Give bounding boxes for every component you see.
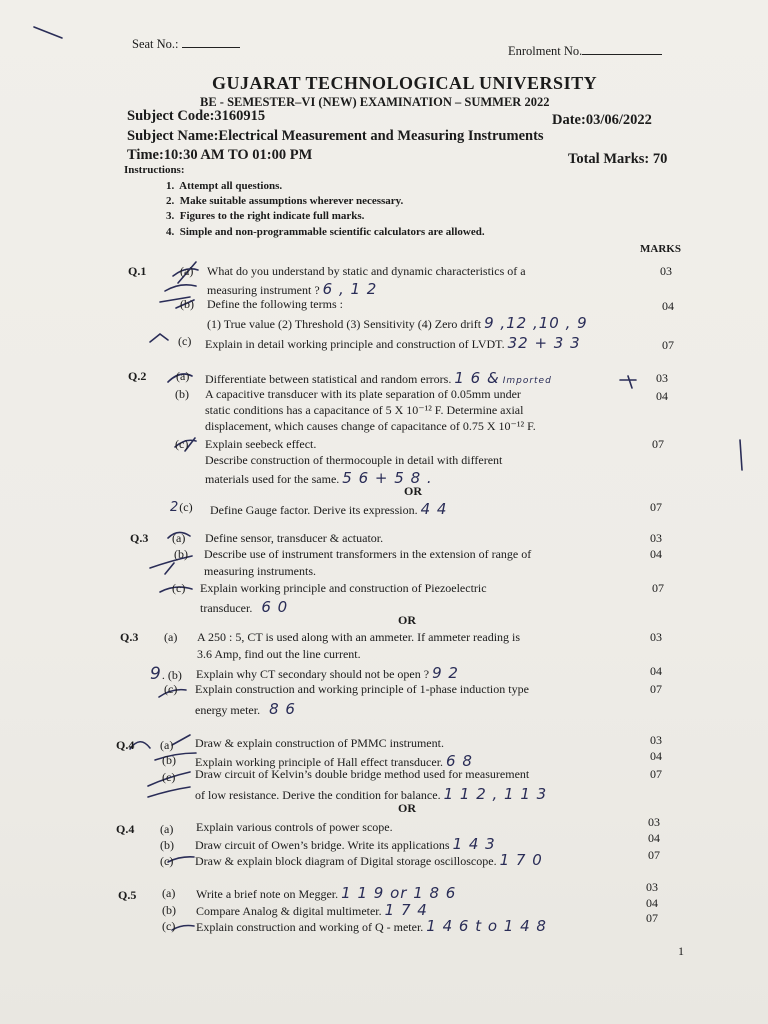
question-text: Describe use of instrument transformers in the extension of range of bbox=[204, 547, 532, 561]
handwritten-note: 1 7 0 bbox=[499, 851, 543, 869]
handwritten-note: 6 8 bbox=[446, 752, 473, 770]
marks-value: 07 bbox=[650, 500, 662, 514]
question-text: What do you understand by static and dynamic characteristics of a bbox=[207, 264, 526, 278]
marks-value: 04 bbox=[650, 749, 662, 763]
question-text: materials used for the same. 5 6 + 5 8 . bbox=[205, 469, 433, 487]
question-text: Compare Analog & digital multimeter. 1 7 4 bbox=[196, 901, 428, 919]
question-text: measuring instrument ? 6 , 1 2 bbox=[207, 280, 378, 298]
question-text: Define the following terms : bbox=[207, 297, 343, 311]
sub-question-label: (c) bbox=[172, 581, 186, 595]
total-marks: Total Marks: 70 bbox=[568, 151, 668, 167]
question-text: Define Gauge factor. Derive its expression. 4 4 bbox=[210, 500, 448, 518]
marks-value: 03 bbox=[656, 371, 668, 385]
exam-time: Time:10:30 AM TO 01:00 PM bbox=[127, 147, 313, 163]
question-text: displacement, which causes change of capacitance of 0.75 X 10⁻¹² F. bbox=[205, 419, 536, 433]
handwritten-note: 6 0 bbox=[261, 598, 289, 616]
sub-question-label: (a) bbox=[162, 886, 176, 900]
question-text: energy meter. 8 6 bbox=[195, 700, 296, 718]
marks-value: 03 bbox=[650, 630, 662, 644]
sub-question-label: (a) bbox=[160, 738, 174, 752]
marks-value: 03 bbox=[648, 815, 660, 829]
sub-question-label: (c) bbox=[175, 437, 189, 451]
question-text: Draw & explain block diagram of Digital storage oscilloscope. 1 7 0 bbox=[195, 851, 543, 869]
question-text: Explain working principle and construction of Piezoelectric bbox=[200, 581, 487, 595]
handwritten-note: 9 2 bbox=[432, 664, 459, 682]
marks-value: 07 bbox=[650, 767, 662, 781]
question-text: Write a brief note on Megger. 1 1 9 or 1 8 6 bbox=[196, 884, 457, 902]
handwritten-note: 1 7 4 bbox=[384, 901, 428, 919]
instruction-item: 4. Simple and non-programmable scientific calculators are allowed. bbox=[166, 226, 485, 238]
handwritten-note: 1 4 3 bbox=[452, 835, 496, 853]
marks-value: 07 bbox=[650, 682, 662, 696]
sub-question-label: 9. (b) bbox=[150, 664, 182, 684]
sub-question-label: (b) bbox=[174, 547, 188, 561]
marks-value: 03 bbox=[660, 264, 672, 278]
handwritten-note: 5 6 + 5 8 . bbox=[342, 469, 433, 487]
instruction-item: 1. Attempt all questions. bbox=[166, 180, 283, 192]
handwritten-note: Imported bbox=[502, 376, 552, 386]
instruction-item: 3. Figures to the right indicate full marks. bbox=[166, 210, 365, 222]
sub-question-label: (a) bbox=[172, 531, 186, 545]
question-text: measuring instruments. bbox=[204, 564, 316, 578]
sub-question-label: (c) bbox=[164, 682, 178, 696]
marks-value: 03 bbox=[650, 733, 662, 747]
seat-no-blank bbox=[182, 47, 240, 48]
university-title: GUJARAT TECHNOLOGICAL UNIVERSITY bbox=[212, 73, 598, 93]
enrolment-no-label: Enrolment No. bbox=[508, 44, 662, 59]
sub-question-label: (b) bbox=[162, 753, 176, 767]
handwritten-note: 4 4 bbox=[420, 500, 448, 518]
or-divider: OR bbox=[398, 613, 416, 627]
handwritten-note: 8 6 bbox=[269, 700, 296, 718]
question-text: Draw circuit of Kelvin’s double bridge method used for measurement bbox=[195, 767, 530, 781]
question-text: Explain working principle of Hall effect transducer. 6 8 bbox=[195, 752, 473, 770]
question-text: Explain seebeck effect. bbox=[205, 437, 317, 451]
marks-value: 07 bbox=[662, 338, 674, 352]
question-text: Explain construction and working of Q - meter. 1 4 6 t o 1 4 8 bbox=[196, 917, 547, 935]
sub-question-label: (b) bbox=[175, 387, 189, 401]
instructions-title: Instructions: bbox=[124, 164, 185, 176]
question-text: transducer. 6 0 bbox=[200, 598, 289, 616]
question-text: Draw & explain construction of PMMC instrument. bbox=[195, 736, 444, 750]
subject-name: Subject Name:Electrical Measurement and Measuring Instruments bbox=[127, 128, 544, 144]
question-number: Q.4 bbox=[116, 738, 135, 752]
sub-question-label: (b) bbox=[162, 903, 176, 917]
marks-value: 04 bbox=[656, 389, 668, 403]
question-number: Q.2 bbox=[128, 369, 147, 383]
seat-no-label: Seat No.: bbox=[132, 37, 240, 52]
or-divider: OR bbox=[398, 801, 416, 815]
marks-value: 04 bbox=[648, 831, 660, 845]
marks-value: 04 bbox=[650, 664, 662, 678]
sub-question-label: (c) bbox=[160, 854, 174, 868]
page-number: 1 bbox=[678, 944, 684, 958]
sub-question-label: (a) bbox=[180, 264, 194, 278]
marks-value: 04 bbox=[650, 547, 662, 561]
handwritten-note: 1 1 9 or 1 8 6 bbox=[341, 884, 457, 902]
question-number: Q.4 bbox=[116, 822, 135, 836]
sub-question-label: (c) bbox=[178, 334, 192, 348]
handwritten-note: 1 4 6 t o 1 4 8 bbox=[426, 917, 547, 935]
sub-question-label: (b) bbox=[160, 838, 174, 852]
question-number: Q.3 bbox=[120, 630, 139, 644]
instruction-item: 2. Make suitable assumptions wherever necessary. bbox=[166, 195, 404, 207]
marks-value: 07 bbox=[652, 437, 664, 451]
marks-value: 04 bbox=[646, 896, 658, 910]
question-text: A 250 : 5, CT is used along with an ammeter. If ammeter reading is bbox=[197, 630, 521, 644]
question-text: Differentiate between statistical and random errors. 1 6 & Imported bbox=[205, 369, 552, 387]
question-text: Draw circuit of Owen’s bridge. Write its applications 1 4 3 bbox=[195, 835, 496, 853]
exam-title: BE - SEMESTER–VI (NEW) EXAMINATION – SUMMER 2022 bbox=[200, 95, 550, 109]
question-number: Q.5 bbox=[118, 888, 137, 902]
marks-value: 07 bbox=[646, 911, 658, 925]
marks-value: 03 bbox=[650, 531, 662, 545]
question-text: static conditions has a capacitance of 5 X 10⁻¹² F. Determine axial bbox=[205, 403, 524, 417]
sub-question-label: (c) bbox=[162, 919, 176, 933]
sub-question-label: (a) bbox=[176, 369, 190, 383]
question-text: Explain in detail working principle and construction of LVDT. 32 + 3 3 bbox=[205, 334, 581, 352]
sub-question-label: (a) bbox=[160, 822, 174, 836]
marks-value: 04 bbox=[662, 299, 674, 313]
marks-value: 03 bbox=[646, 880, 658, 894]
handwritten-note: 1 6 & bbox=[454, 369, 500, 387]
question-text: of low resistance. Derive the condition for balance. 1 1 2 , 1 1 3 bbox=[195, 785, 548, 803]
exam-date: Date:03/06/2022 bbox=[552, 112, 652, 128]
handwritten-note: 6 , 1 2 bbox=[322, 280, 378, 298]
question-text: Explain construction and working principle of 1-phase induction type bbox=[195, 682, 529, 696]
sub-question-label: (c) bbox=[162, 770, 176, 784]
subject-code: Subject Code:3160915 bbox=[127, 108, 266, 124]
handwritten-note: 32 + 3 3 bbox=[507, 334, 581, 352]
question-text: Describe construction of thermocouple in detail with different bbox=[205, 453, 503, 467]
sub-question-label: (b) bbox=[180, 297, 194, 311]
handwritten-note: 9 ,12 ,10 , 9 bbox=[484, 314, 588, 332]
question-text: Define sensor, transducer & actuator. bbox=[205, 531, 384, 545]
question-text: (1) True value (2) Threshold (3) Sensitivity (4) Zero drift 9 ,12 ,10 , 9 bbox=[207, 314, 588, 332]
marks-value: 07 bbox=[652, 581, 664, 595]
question-text: Explain why CT secondary should not be open ? 9 2 bbox=[196, 664, 459, 682]
or-divider: OR bbox=[404, 484, 422, 498]
marks-column-header: MARKS bbox=[640, 243, 681, 255]
enrolment-no-blank bbox=[582, 54, 662, 55]
question-number: Q.1 bbox=[128, 264, 147, 278]
question-text: A capacitive transducer with its plate separation of 0.05mm under bbox=[205, 387, 521, 401]
question-text: 3.6 Amp, find out the line current. bbox=[197, 647, 361, 661]
sub-question-label: (a) bbox=[164, 630, 178, 644]
marks-value: 07 bbox=[648, 848, 660, 862]
question-number: Q.3 bbox=[130, 531, 149, 545]
handwritten-note: 1 1 2 , 1 1 3 bbox=[443, 785, 548, 803]
question-text: Explain various controls of power scope. bbox=[196, 820, 393, 834]
sub-question-label: 2(c) bbox=[170, 500, 193, 515]
